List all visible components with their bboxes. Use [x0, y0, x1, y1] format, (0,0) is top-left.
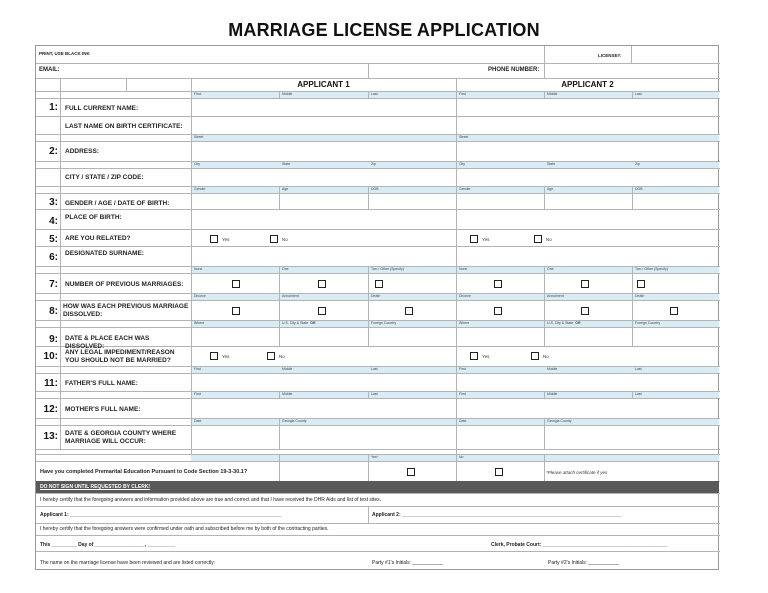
- phone-field[interactable]: [545, 64, 719, 77]
- no-label: No: [546, 237, 552, 242]
- row-label: FATHER'S FULL NAME:: [65, 380, 138, 387]
- marriages-none-checkbox-2[interactable]: [494, 280, 502, 288]
- sub-foreign-country: Foreign Country: [371, 321, 397, 325]
- party-2-initials[interactable]: Party #2's Initials: ___________: [548, 560, 620, 566]
- sub-middle: Middle: [547, 367, 558, 371]
- marriages-one-checkbox-1[interactable]: [318, 280, 326, 288]
- sub-one: One: [282, 267, 289, 271]
- phone-label: PHONE NUMBER:: [488, 67, 540, 73]
- sub-last: Last: [635, 92, 642, 96]
- premarital-note: *Please attach certificate if yes: [546, 470, 608, 475]
- ink-note: PRINT, USE BLACK INK: [39, 51, 90, 56]
- marriages-two-checkbox-1[interactable]: [375, 280, 383, 288]
- row-label: DESIGNATED SURNAME:: [65, 250, 144, 257]
- sub-georgia-county: Georgia County: [547, 419, 572, 423]
- sub-last: Last: [371, 392, 378, 396]
- sub-date: Date: [459, 419, 467, 423]
- row-label: FULL CURRENT NAME:: [65, 105, 139, 112]
- row-label: ADDRESS:: [65, 148, 99, 155]
- related-no-checkbox-2[interactable]: [534, 235, 542, 243]
- certify-statement-1: I hereby certify that the foregoing answers and information provided above are true and correct and that I have received the DHR Aids and list of test sites.: [40, 497, 382, 503]
- sub-city: City: [194, 162, 201, 166]
- no-label: No: [543, 354, 549, 359]
- reviewed-statement: The name on the marriage license have been reviewed and are listed correctly:: [40, 560, 216, 566]
- impediment-no-checkbox-1[interactable]: [267, 352, 275, 360]
- marriages-one-checkbox-2[interactable]: [581, 280, 589, 288]
- yes-label: Yes: [222, 237, 230, 242]
- annulment-checkbox-1[interactable]: [318, 307, 326, 315]
- row-label: CITY / STATE / ZIP CODE:: [65, 174, 144, 181]
- sub-last: Last: [371, 92, 378, 96]
- impediment-no-checkbox-2[interactable]: [531, 352, 539, 360]
- row-number: 4:: [49, 216, 58, 227]
- application-form: [35, 45, 719, 570]
- license-label: LICENSE#:: [598, 53, 622, 58]
- sub-first: First: [194, 392, 201, 396]
- clerk-warning-text: DO NOT SIGN UNTIL REQUESTED BY CLERK!: [40, 484, 151, 490]
- row-number: 6:: [49, 252, 58, 263]
- sub-last: Last: [635, 392, 642, 396]
- related-yes-checkbox-2[interactable]: [470, 235, 478, 243]
- sub-two-other: Two / Other (Specify): [371, 267, 404, 271]
- row-number: 13:: [43, 431, 58, 442]
- death-checkbox-1[interactable]: [405, 307, 413, 315]
- this-day-field[interactable]: This _________ Day of __________________, __________: [40, 542, 176, 548]
- sub-or: OR: [310, 321, 316, 325]
- death-checkbox-2[interactable]: [670, 307, 678, 315]
- yes-label: Yes: [222, 354, 230, 359]
- premarital-question: Have you completed Premarital Education Pursuant to Code Section 19-3-30.1?: [40, 469, 248, 475]
- sub-state: State: [547, 162, 556, 166]
- applicant-1-signature[interactable]: Applicant 1: ____________________________________________________________________________: [40, 512, 282, 518]
- impediment-yes-checkbox-2[interactable]: [470, 352, 478, 360]
- marriages-two-checkbox-2[interactable]: [637, 280, 645, 288]
- sub-us-city-state: U.S. City & State: [547, 321, 574, 325]
- row-label: HOW WAS EACH PREVIOUS MARRIAGE DISSOLVED:: [63, 303, 189, 318]
- divorce-checkbox-2[interactable]: [494, 307, 502, 315]
- sub-divorce: Divorce: [459, 294, 471, 298]
- sub-two-other: Two / Other (Specify): [635, 267, 668, 271]
- sub-middle: Middle: [547, 92, 558, 96]
- row-label: ARE YOU RELATED?: [65, 235, 131, 242]
- sub-one: One: [547, 267, 554, 271]
- sub-street: Street: [194, 135, 204, 139]
- no-label: No: [279, 354, 285, 359]
- sub-first: First: [459, 392, 466, 396]
- sub-first: First: [194, 367, 201, 371]
- sub-age: Age: [282, 187, 289, 191]
- row-number: 12:: [43, 404, 58, 415]
- no-label: No: [282, 237, 288, 242]
- marriages-none-checkbox-1[interactable]: [232, 280, 240, 288]
- row-label: GENDER / AGE / DATE OF BIRTH:: [65, 200, 170, 207]
- applicant-2-signature[interactable]: Applicant 2: _______________________________________________________________________________: [372, 512, 622, 518]
- applicant-2-header: APPLICANT 2: [561, 80, 614, 89]
- row-number: 5:: [49, 234, 58, 245]
- row-label: NUMBER OF PREVIOUS MARRIAGES:: [65, 281, 184, 288]
- sub-dob: DOB: [371, 187, 379, 191]
- premarital-yes-checkbox[interactable]: [407, 468, 415, 476]
- sub-annulment: Annulment: [282, 294, 299, 298]
- sub-zip: Zip: [635, 162, 640, 166]
- row-number: 8:: [49, 306, 58, 317]
- related-yes-checkbox-1[interactable]: [210, 235, 218, 243]
- row-label: DATE & GEORGIA COUNTY WHERE MARRIAGE WILL OCCUR:: [65, 430, 177, 445]
- sub-dob: DOB: [635, 187, 643, 191]
- sub-where: Where: [194, 321, 205, 325]
- yes-label: Yes: [482, 237, 490, 242]
- row-number: 2:: [49, 146, 58, 157]
- sub-state: State: [282, 162, 291, 166]
- sub-middle: Middle: [282, 92, 293, 96]
- party-1-initials[interactable]: Party #1's Initials: ___________: [372, 560, 444, 566]
- row-label: LAST NAME ON BIRTH CERTIFICATE:: [65, 123, 183, 130]
- sub-gender: Gender: [459, 187, 471, 191]
- sub-no: No: [459, 455, 464, 459]
- sub-us-city-state: U.S. City & State: [282, 321, 309, 325]
- row-label: PLACE OF BIRTH:: [65, 214, 122, 221]
- sub-middle: Middle: [547, 392, 558, 396]
- yes-label: Yes: [482, 354, 490, 359]
- annulment-checkbox-2[interactable]: [581, 307, 589, 315]
- sub-middle: Middle: [282, 367, 293, 371]
- page-title: MARRIAGE LICENSE APPLICATION: [228, 20, 540, 40]
- row-number: 7:: [49, 279, 58, 290]
- sub-age: Age: [547, 187, 554, 191]
- sub-yes: Yes*: [371, 455, 379, 459]
- sub-death: Death: [635, 294, 645, 298]
- sub-foreign-country: Foreign Country: [635, 321, 661, 325]
- premarital-no-checkbox[interactable]: [495, 468, 503, 476]
- sub-first: First: [194, 92, 201, 96]
- row-label: ANY LEGAL IMPEDIMENT/REASON YOU SHOULD NOT BE MARRIED?: [65, 349, 175, 364]
- sub-none: None: [194, 267, 203, 271]
- related-no-checkbox-1[interactable]: [270, 235, 278, 243]
- sub-where: Where: [459, 321, 470, 325]
- sub-last: Last: [635, 367, 642, 371]
- sub-last: Last: [371, 367, 378, 371]
- sub-none: None: [459, 267, 468, 271]
- row-number: 10:: [43, 351, 58, 362]
- sub-first: First: [459, 367, 466, 371]
- impediment-yes-checkbox-1[interactable]: [210, 352, 218, 360]
- certify-statement-2: I hereby certify that the foregoing answers were confirmed under oath and subscribed before me by both of the contracting parties.: [40, 526, 329, 532]
- license-field[interactable]: [632, 47, 718, 62]
- sub-street: Street: [459, 135, 469, 139]
- sub-or: OR: [575, 321, 581, 325]
- email-field[interactable]: [61, 64, 367, 77]
- divorce-checkbox-1[interactable]: [232, 307, 240, 315]
- row-number: 9:: [49, 334, 58, 345]
- clerk-signature[interactable]: Clerk, Probate Court: _____________________________________________: [491, 542, 668, 548]
- sub-date: Date: [194, 419, 202, 423]
- applicant-1-header: APPLICANT 1: [297, 80, 350, 89]
- sub-zip: Zip: [371, 162, 376, 166]
- row-label: DATE & PLACE EACH WAS DISSOLVED:: [65, 335, 150, 350]
- row-label: MOTHER'S FULL NAME:: [65, 406, 141, 413]
- sub-annulment: Annulment: [547, 294, 564, 298]
- row-number: 1:: [49, 102, 58, 113]
- sub-death: Death: [371, 294, 381, 298]
- sub-middle: Middle: [282, 392, 293, 396]
- sub-divorce: Divorce: [194, 294, 206, 298]
- email-label: EMAIL:: [39, 67, 60, 73]
- sub-georgia-county: Georgia County: [282, 419, 307, 423]
- sub-gender: Gender: [194, 187, 206, 191]
- row-number: 11:: [44, 378, 58, 389]
- sub-first: First: [459, 92, 466, 96]
- sub-city: City: [459, 162, 466, 166]
- row-number: 3:: [49, 197, 58, 208]
